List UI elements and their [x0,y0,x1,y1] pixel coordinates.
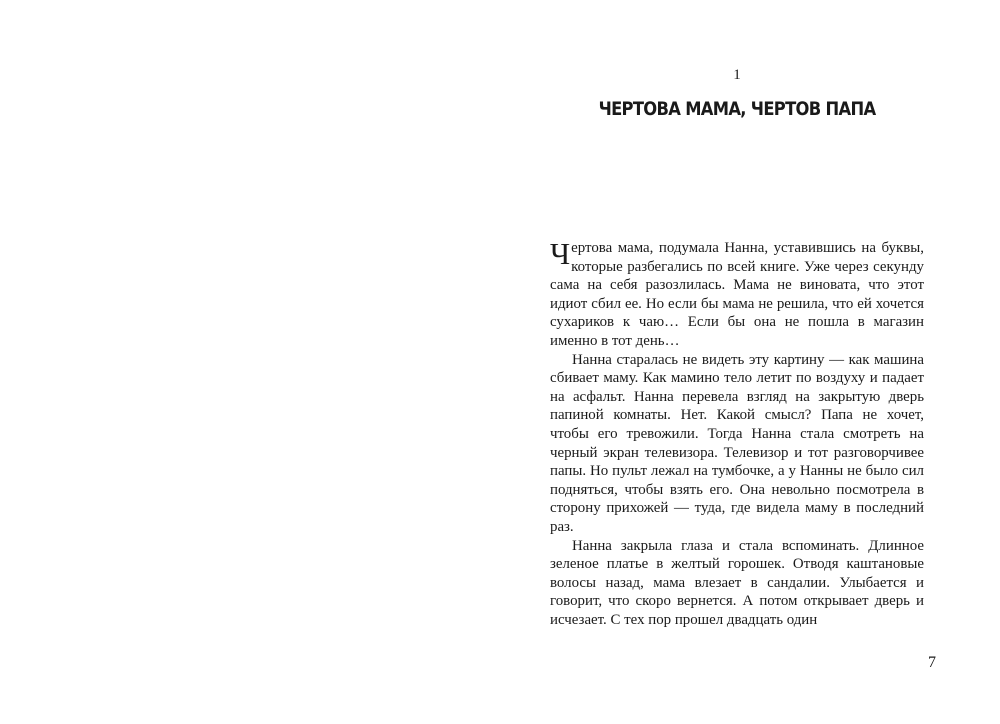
dropcap-letter: Ч [550,236,571,271]
paragraph-3: Нанна закрыла глаза и стала вспоминать. Длинное зеленое платье в желтый горошек. Отводя каштановые волосы назад, мама влезает в сандалии. Улыбается и говорит, что скоро вернется. А потом открывает дверь и исчезает. С тех пор прошел двадцать один [550,537,924,628]
chapter-title: ЧЕРТОВА МАМА, ЧЕРТОВ ПАПА [598,98,876,120]
right-page [500,0,1000,724]
page-number: 7 [928,654,936,671]
chapter-body-text [550,236,924,629]
paragraph-1 [550,236,924,351]
chapter-number: 1 [733,67,741,83]
paragraph-2: Нанна старалась не видеть эту картину — как машина сбивает маму. Как мамино тело летит по воздуху и падает на асфальт. Нанна перевела взгляд на закрытую дверь папиной комнаты. Нет. Какой смысл? Папа не хочет, чтобы его тревожили. Тогда Нанна стала смотреть на черный экран телевизора. Телевизор и тот разговорчивее папы. Но пульт лежал на тумбочке, а у Нанны не было сил подняться, чтобы взять его. Она невольно посмотрела в сторону прихожей — туда, где видела маму в последний раз. [550,351,924,535]
paragraph-1-text: ертова мама, подумала Нанна, уставившись на буквы, которые разбегались по всей книге. Уже через секунду сама на себя разозлилась. Мама не виновата, что этот идиот сбил ее. Но если бы мама не решила, что ей хочется сухариков к чаю… Если бы она не пошла в магазин именно в тот день… [550,240,924,349]
